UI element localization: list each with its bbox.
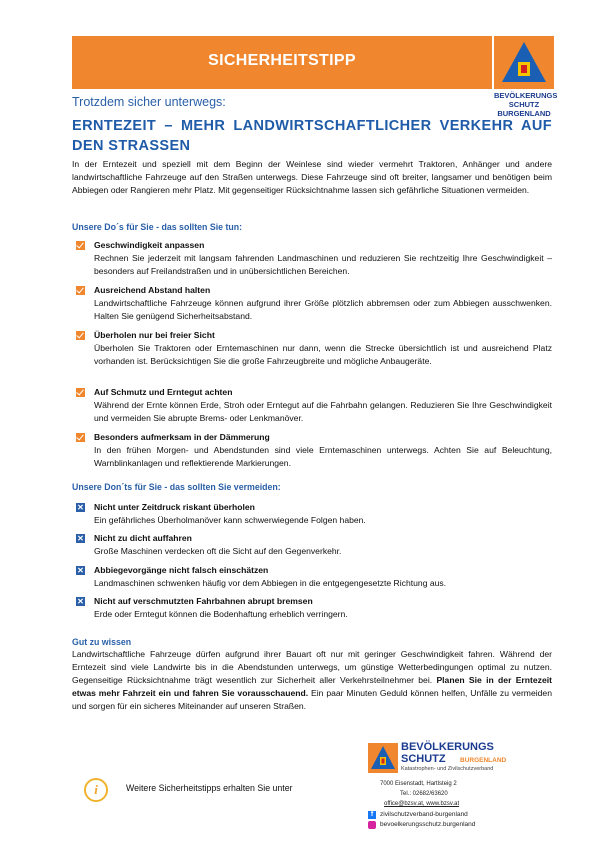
good-to-know-heading: Gut zu wissen [72,637,132,647]
dont-item-title: Nicht zu dicht auffahren [94,533,192,543]
logo-text-line1: BEVÖLKERUNGS [494,91,558,100]
footer-brand-region: BURGENLAND [460,757,507,764]
dont-item-text: Große Maschinen verdecken oft die Sicht auf den Gegenverkehr. [94,546,342,556]
checkbox-checked-icon [76,286,85,295]
more-tips-text: Weitere Sicherheitstipps erhalten Sie unter [126,783,293,793]
footer-brand-line1: BEVÖLKERUNGS [401,741,494,753]
page-title: ERNTEZEIT – MEHR LANDWIRTSCHAFTLICHER VERKEHR AUF DEN STRASSEN [72,118,552,154]
intro-paragraph: In der Erntezeit und speziell mit dem Beginn der Weinlese sind wieder vermehrt Traktoren, Anhänger und andere landwirtschaftliche Fahrzeuge auf den Straßen unterwegs. Diese Fahrzeuge sind oft breiter, langsamer und benötigen beim Abbiegen oder Rangieren mehr Platz. Mit gegenseitiger Rücksichtnahme lassen sich gefährliche Situationen vermeiden. [72,159,552,195]
footer-logo-emblem [368,743,398,773]
footer-address: 7000 Eisenstadt, Hartlsteig 2 [380,781,457,787]
dont-item-text: Ein gefährliches Überholmanöver kann schwerwiegende Folgen haben. [94,515,366,525]
do-item-text: Überholen Sie Traktoren oder Erntemaschinen nur dann, wenn die Strecke übersichtlich ist und ausreichend Platz vorhanden ist. Berücksichtigen Sie die große Fahrzeugbreite und mögliche Anbaugeräte. [94,343,552,366]
logo-text-line2: SCHUTZ BURGENLAND [497,100,551,118]
dont-item-title: Nicht unter Zeitdruck riskant überholen [94,502,255,512]
facebook-link[interactable]: zivilschutzverband-burgenland [380,811,468,818]
do-item-title: Überholen nur bei freier Sicht [94,330,215,340]
checkbox-crossed-icon: ✕ [77,597,84,606]
header-banner [72,36,492,89]
footer-phone: Tel.: 02682/63620 [400,791,448,797]
footer-tagline: Katastrophen- und Zivilschutzverband [401,766,494,772]
subtitle: Trotzdem sicher unterwegs: [72,95,226,109]
do-item-title: Besonders aufmerksam in der Dämmerung [94,432,270,442]
instagram-icon[interactable] [368,821,376,829]
facebook-icon[interactable]: f [368,811,376,819]
checkbox-crossed-icon: ✕ [77,503,84,512]
dont-item-title: Abbiegevorgänge nicht falsch einschätzen [94,565,269,575]
checkbox-crossed-icon: ✕ [77,566,84,575]
checkbox-crossed-icon: ✕ [77,534,84,543]
checkbox-checked-icon [76,433,85,442]
donts-heading: Unsere Don´ts für Sie - das sollten Sie vermeiden: [72,482,281,492]
good-to-know-text: Landwirtschaftliche Fahrzeuge dürfen aufgrund ihrer Bauart oft nur mit geringer Geschwindigkeit fahren. Während der Erntezeit sind viele Landwirte bis in die Abendstunden unterwegs, um günstige Wetterbedingungen optimal zu nutzen. Gegenseitige Rücksichtnahme trägt wesentlich zur Sicherheit aller Verkehrsteilnehmer bei. [72,649,552,685]
info-icon: i [84,778,108,802]
triangle-shield-icon [494,36,554,89]
do-item-text: Landwirtschaftliche Fahrzeuge können aufgrund ihrer Größe plötzlich abbremsen oder zum Abbiegen ausschwenken. Halten Sie genügend Sicherheitsabstand. [94,298,552,321]
triangle-shield-icon [368,743,398,773]
do-item-title: Geschwindigkeit anpassen [94,240,205,250]
footer-brand-line2: SCHUTZ [401,753,446,765]
checkbox-checked-icon [76,388,85,397]
do-item-title: Auf Schmutz und Erntegut achten [94,387,233,397]
dont-item-text: Erde oder Erntegut können die Bodenhaftung erheblich verringern. [94,609,348,619]
checkbox-checked-icon [76,241,85,250]
dos-heading: Unsere Do´s für Sie - das sollten Sie tun: [72,222,243,232]
dont-item-text: Landmaschinen schwenken häufig vor dem Abbiegen in die entgegengesetzte Richtung aus. [94,578,447,588]
do-item-title: Ausreichend Abstand halten [94,285,211,295]
do-item-text: Während der Ernte können Erde, Stroh oder Erntegut auf die Fahrbahn gelangen. Reduzieren Sie Ihre Geschwindigkeit und vermeiden Sie abrupte Brems- oder Lenkmanöver. [94,400,552,423]
good-to-know-paragraph [72,648,552,713]
instagram-link[interactable]: bevoelkerungsschutz.burgenland [380,821,476,828]
organization-logo [494,36,558,118]
do-item-text: In den frühen Morgen- und Abendstunden sind viele Erntemaschinen unterwegs. Achten Sie auf Beleuchtung, Warnblinkanlagen und reflektierende Markierungen. [94,445,552,468]
good-to-know-bold-text: Planen Sie in der Erntezeit etwas mehr Fahrzeit ein und fahren Sie vorausschauend. [72,675,552,698]
good-to-know-text-end: Ein paar Minuten Geduld können helfen, Unfälle zu vermeiden und sorgen für ein sicheres Miteinander auf unseren Straßen. [72,688,552,711]
checkbox-checked-icon [76,331,85,340]
footer-web-link[interactable]: office@bzsv.at, www.bzsv.at [384,801,460,807]
header-title: SICHERHEITSTIPP [208,52,356,69]
logo-emblem [494,36,554,89]
dont-item-title: Nicht auf verschmutzten Fahrbahnen abrupt bremsen [94,596,313,606]
do-item-text: Rechnen Sie jederzeit mit langsam fahrenden Landmaschinen und reduzieren Sie rechtzeitig Ihre Geschwindigkeit – besonders auf Freilandstraßen und in unübersichtlichen Bereichen. [94,253,552,276]
